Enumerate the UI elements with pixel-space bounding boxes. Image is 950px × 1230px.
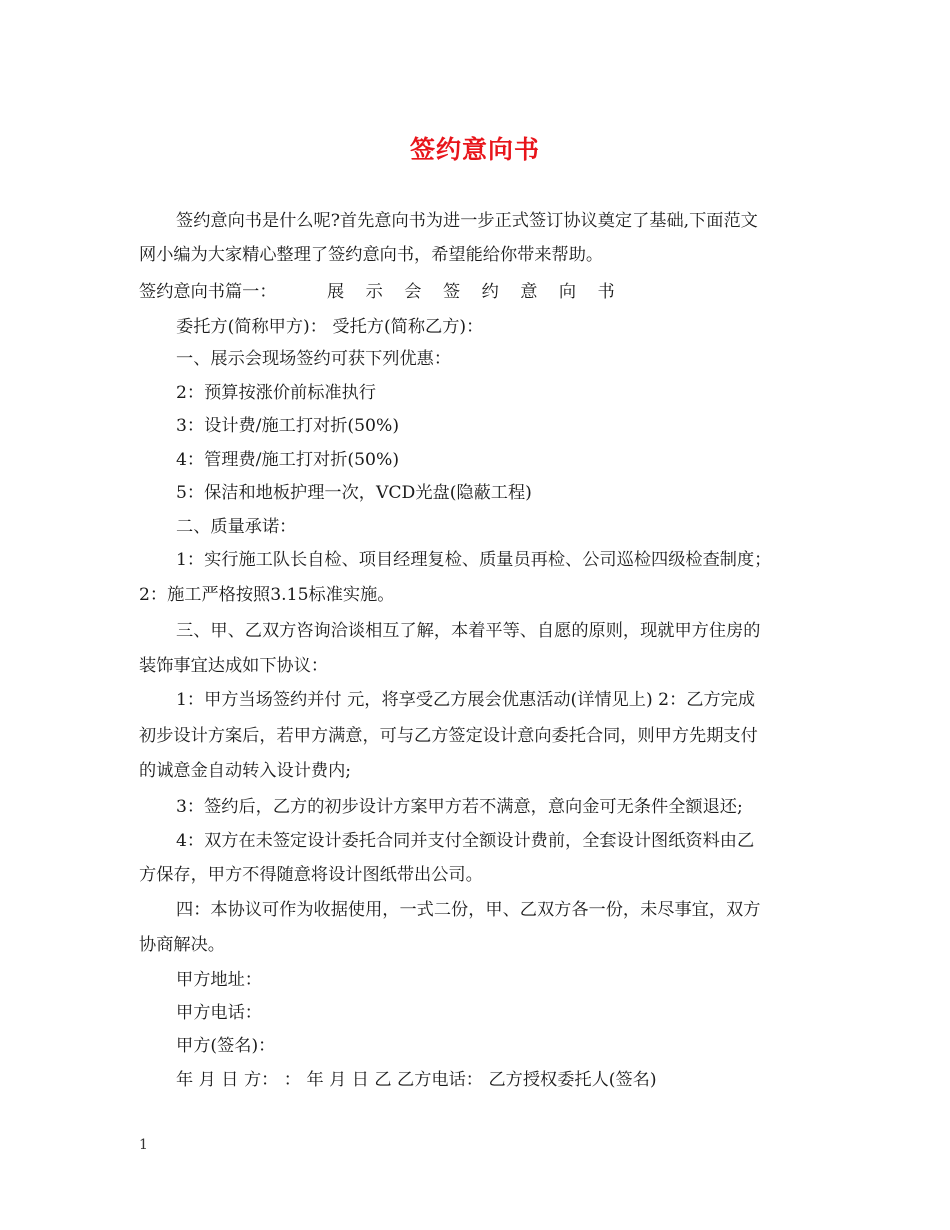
clause-1-item-2: 2：预算按涨价前标准执行 <box>176 383 376 403</box>
intro-line-2: 网小编为大家精心整理了签约意向书，希望能给你带来帮助。 <box>139 245 604 265</box>
party-a-phone: 甲方电话： <box>176 1003 262 1023</box>
intro-line-1: 签约意向书是什么呢?首先意向书为进一步正式签订协议奠定了基础,下面范文 <box>176 211 758 231</box>
clause-3-item-3: 3：签约后，乙方的初步设计方案甲方若不满意，意向金可无条件全额退还; <box>176 797 743 817</box>
party-a-address: 甲方地址： <box>176 970 262 990</box>
clause-2-item-1: 1：实行施工队长自检、项目经理复检、质量员再检、公司巡检四级检查制度； <box>176 550 772 570</box>
clause-4-line-2: 协商解决。 <box>139 935 225 955</box>
clause-2-heading: 二、质量承诺： <box>176 517 297 537</box>
signature-date-line: 年 月 日 方： ： 年 月 日 乙 乙方电话： 乙方授权委托人(签名) <box>176 1070 657 1090</box>
clause-1-item-3: 3：设计费/施工打对折(50%) <box>176 416 400 436</box>
party-a-signature: 甲方(签名)： <box>176 1036 276 1056</box>
parties-line: 委托方(简称甲方)： 受托方(简称乙方)： <box>176 317 484 337</box>
clause-3-item-1-line-3: 的诚意金自动转入设计费内; <box>139 761 352 781</box>
clause-4-line-1: 四：本协议可作为收据使用，一式二份，甲、乙双方各一份，未尽事宜，双方 <box>176 900 761 920</box>
document-title: 签约意向书 <box>409 135 540 164</box>
clause-1-item-5: 5：保洁和地板护理一次，VCD光盘(隐蔽工程) <box>176 483 532 503</box>
clause-3-item-4-line-1: 4：双方在未签定设计委托合同并支付全额设计费前，全套设计图纸资料由乙 <box>176 831 755 851</box>
page-number: 1 <box>139 1137 148 1153</box>
clause-2-item-2: 2：施工严格按照3.15标准实施。 <box>139 585 395 605</box>
section-heading: 展 示 会 签 约 意 向 书 <box>327 282 623 302</box>
clause-3-item-4-line-2: 方保存，甲方不得随意将设计图纸带出公司。 <box>139 865 483 885</box>
clause-3-line-2: 装饰事宜达成如下协议： <box>139 656 329 676</box>
clause-3-line-1: 三、甲、乙双方咨询洽谈相互了解，本着平等、自愿的原则，现就甲方住房的 <box>176 621 761 641</box>
clause-3-item-1-line-2: 初步设计方案后，若甲方满意，可与乙方签定设计意向委托合同，则甲方先期支付 <box>139 726 758 746</box>
clause-3-item-1-line-1: 1：甲方当场签约并付 元，将享受乙方展会优惠活动(详情见上) 2：乙方完成 <box>176 690 756 710</box>
section-label: 签约意向书篇一： <box>139 282 277 302</box>
clause-1-heading: 一、展示会现场签约可获下列优惠： <box>176 349 452 369</box>
clause-1-item-4: 4：管理费/施工打对折(50%) <box>176 450 400 470</box>
